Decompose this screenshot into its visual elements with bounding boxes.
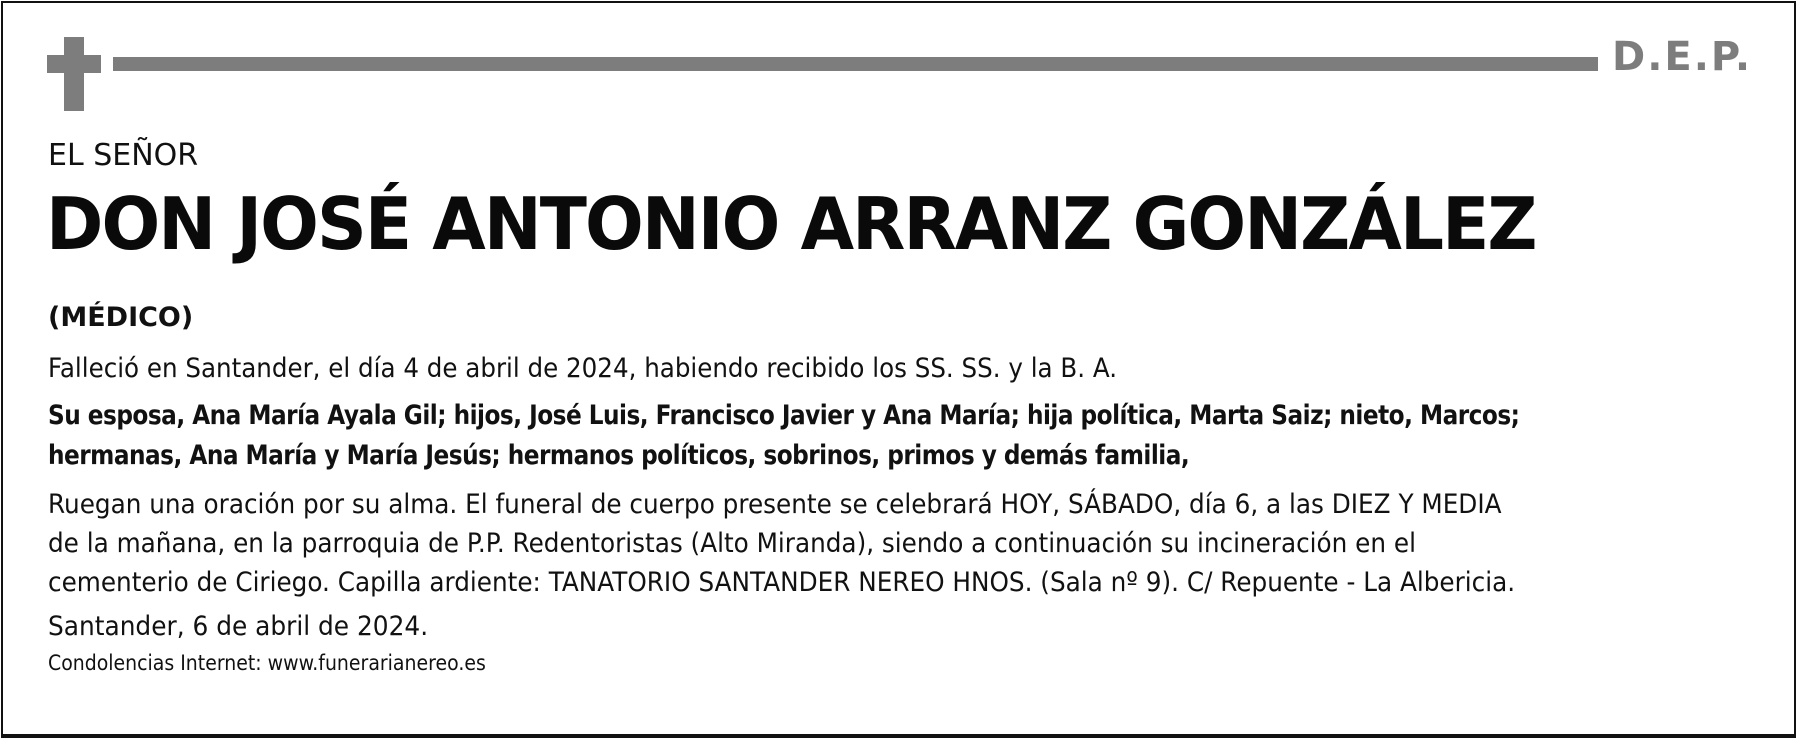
death-line: Falleció en Santander, el día 4 de abril de 2024, habiendo recibido los SS. SS. y la B. A.: [48, 353, 1118, 384]
family-block: [48, 396, 1519, 476]
ceremony-line: Ruegan una oración por su alma. El funeral de cuerpo presente se celebrará HOY, SÁBADO, día 6, a las DIEZ Y MEDIA: [48, 489, 1502, 520]
header-rule: [113, 57, 1598, 71]
deceased-name: DON JOSÉ ANTONIO ARRANZ GONZÁLEZ: [46, 182, 1536, 266]
condolences-line: Condolencias Internet: www.funerarianereo.es: [48, 651, 486, 675]
cross-icon: [47, 37, 101, 111]
place-date: Santander, 6 de abril de 2024.: [48, 611, 429, 642]
ceremony-line: cementerio de Ciriego. Capilla ardiente: TANATORIO SANTANDER NEREO HNOS. (Sala nº 9). C/ Repuente - La Albericia.: [48, 567, 1516, 598]
honorific-label: EL SEÑOR: [48, 138, 199, 173]
profession-label: (MÉDICO): [48, 302, 194, 333]
ceremony-line: de la mañana, en la parroquia de P.P. Redentoristas (Alto Miranda), siendo a continuación su incineración en el: [48, 528, 1416, 559]
dep-label: D.E.P.: [1612, 34, 1753, 80]
family-line: Su esposa, Ana María Ayala Gil; hijos, José Luis, Francisco Javier y Ana María; hija política, Marta Saiz; nieto, Marcos;: [48, 400, 1520, 431]
ceremony-block: [48, 485, 1515, 602]
family-line: hermanas, Ana María y María Jesús; hermanos políticos, sobrinos, primos y demás familia,: [48, 440, 1190, 471]
